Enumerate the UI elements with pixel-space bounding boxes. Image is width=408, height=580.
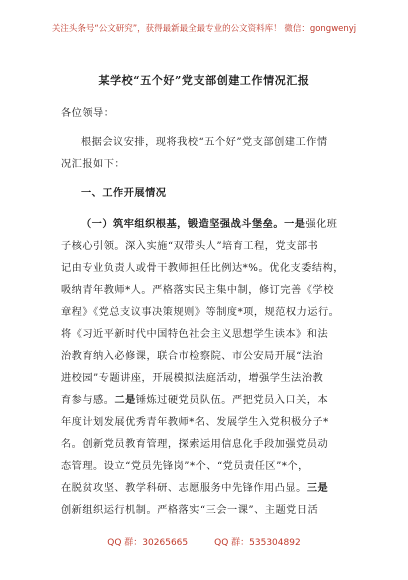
paragraph-text: 在脱贫攻坚、教学科研、志愿服务中先锋作用凸显。 bbox=[61, 483, 307, 494]
qq-group-1: QQ 群：30265665 bbox=[107, 538, 189, 548]
paragraph-line: 记由专业负责人或骨干教师担任比例达*%。优化支委结构， bbox=[61, 263, 344, 274]
contact-footer bbox=[0, 535, 408, 548]
paragraph-line: 吸纳青年教师*人。严格落实民主集中制，修订完善《学校 bbox=[61, 285, 334, 296]
paragraph-text: 锤炼过硬党员队伍。严把党员入口关，本 bbox=[135, 395, 329, 406]
paragraph-line: 进校园”专题讲座，开展模拟法庭活动，增强学生法治教 bbox=[61, 373, 324, 384]
paragraph-text: 育参与感。 bbox=[61, 395, 115, 406]
paragraph-line: 年度计划发展优秀青年教师*名、发展学生入党积极分子* bbox=[61, 417, 329, 428]
paragraph-line bbox=[61, 391, 357, 406]
paragraph-line: 将《习近平新时代中国特色社会主义思想学生读本》和法 bbox=[61, 329, 329, 340]
subsection-heading: （一）筑牢组织根基，锻造坚强战斗堡垒。 bbox=[81, 218, 285, 230]
paragraph-line: 创新组织运行机制。严格落实“三会一课”、主题党日活 bbox=[61, 505, 319, 516]
paragraph-line: 名。创新党员教育管理，探索运用信息化手段加强党员动 bbox=[61, 439, 329, 450]
point-marker: 一是 bbox=[284, 218, 306, 230]
paragraph-line: 章程》《党总支议事决策规则》等制度*项，规范权力运行。 bbox=[61, 307, 340, 318]
paragraph-line: 态管理。设立“党员先锋岗”*个、“党员责任区”*个， bbox=[61, 461, 309, 472]
point-marker: 三是 bbox=[306, 482, 329, 494]
paragraph-line: 治教育纳入必修课，联合市检察院、市公安局开展“法治 bbox=[61, 351, 324, 362]
promo-banner: 关注头条号“公文研究”，获得最新最全最专业的公文资料库！ 微信：gongwenyj bbox=[51, 24, 357, 34]
document-title: 某学校“五个好”党支部创建工作情况汇报 bbox=[98, 74, 310, 87]
salutation: 各位领导： bbox=[61, 108, 115, 119]
paragraph-line: 子核心引领。深入实施“双带头人”培育工程，党支部书 bbox=[61, 241, 319, 252]
paragraph-line bbox=[81, 215, 357, 230]
qq-group-2: QQ 群：535304892 bbox=[214, 538, 301, 548]
section-heading: 一、工作开展情况 bbox=[81, 187, 167, 199]
paragraph-text: 强化班 bbox=[305, 219, 338, 230]
point-marker: 二是 bbox=[114, 394, 136, 406]
paragraph-line bbox=[61, 479, 357, 494]
intro-line-1: 根据会议安排，现将我校“五个好”党支部创建工作情 bbox=[81, 137, 328, 148]
intro-line-2: 况汇报如下： bbox=[61, 159, 126, 170]
